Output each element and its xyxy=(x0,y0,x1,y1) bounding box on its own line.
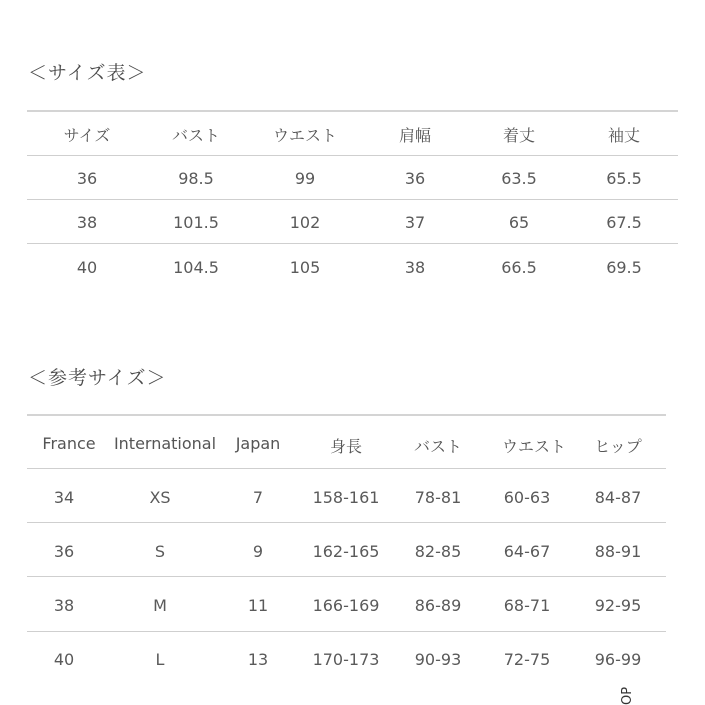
reference-table-cell: 84-87 xyxy=(594,488,642,507)
reference-table-cell: 68-71 xyxy=(503,596,551,615)
size-table-row-divider xyxy=(27,199,678,200)
reference-table-cell: 78-81 xyxy=(414,488,462,507)
reference-table-cell: 34 xyxy=(53,488,75,507)
reference-table-cell: 82-85 xyxy=(414,542,462,561)
reference-table-cell: 170-173 xyxy=(312,650,380,669)
reference-table-cell: 92-95 xyxy=(594,596,642,615)
reference-table-header-international: International xyxy=(113,434,217,453)
reference-table-title: ＜参考サイズ＞ xyxy=(28,367,167,389)
reference-table-top-divider xyxy=(27,414,666,416)
reference-table-cell: L xyxy=(155,650,165,669)
size-table-cell: 38 xyxy=(404,258,426,277)
reference-table-cell: 88-91 xyxy=(594,542,642,561)
reference-table-cell: 166-169 xyxy=(312,596,380,615)
reference-table-cell: 7 xyxy=(252,488,264,507)
size-table-header-size: サイズ xyxy=(63,126,111,145)
reference-table-cell: S xyxy=(154,542,166,561)
reference-table-header-divider xyxy=(27,468,666,469)
size-table-title: ＜サイズ表＞ xyxy=(28,62,147,84)
reference-table-cell: 90-93 xyxy=(414,650,462,669)
size-table-cell: 104.5 xyxy=(173,258,219,277)
size-table-header-bust: バスト xyxy=(171,126,221,145)
size-table-row-divider xyxy=(27,243,678,244)
reference-table-cell: 13 xyxy=(247,650,269,669)
reference-table-cell: 162-165 xyxy=(312,542,380,561)
reference-table-header-bust: バスト xyxy=(413,437,463,456)
reference-table-cell: 64-67 xyxy=(503,542,551,561)
reference-table-cell: 60-63 xyxy=(503,488,551,507)
size-table-header-waist: ウエスト xyxy=(272,126,338,145)
size-table-cell: 99 xyxy=(294,169,316,188)
reference-table-cell: 11 xyxy=(247,596,269,615)
size-table-cell: 40 xyxy=(76,258,98,277)
size-table-cell: 36 xyxy=(76,169,98,188)
reference-table-header-height: 身長 xyxy=(329,437,363,456)
reference-table-cell: 96-99 xyxy=(594,650,642,669)
reference-table-cell: M xyxy=(153,596,167,615)
size-table-header-divider xyxy=(27,155,678,156)
reference-table-row-divider xyxy=(27,522,666,523)
reference-table-cell: 36 xyxy=(53,542,75,561)
reference-table-header-hip: ヒップ xyxy=(594,437,642,456)
size-table-cell: 37 xyxy=(404,213,426,232)
size-table-cell: 69.5 xyxy=(606,258,642,277)
size-table-header-shoulder: 肩幅 xyxy=(398,126,432,145)
edge-watermark-text: OP xyxy=(620,686,635,705)
reference-table-cell: 86-89 xyxy=(414,596,462,615)
size-table-cell: 101.5 xyxy=(173,213,219,232)
reference-table-cell: 72-75 xyxy=(503,650,551,669)
size-table-cell: 38 xyxy=(76,213,98,232)
reference-table-cell: XS xyxy=(149,488,171,507)
size-table-header-sleeve: 袖丈 xyxy=(607,126,641,145)
reference-table-header-france: France xyxy=(42,434,96,453)
reference-table-cell: 158-161 xyxy=(312,488,380,507)
size-table-cell: 102 xyxy=(289,213,321,232)
size-table-cell: 66.5 xyxy=(501,258,537,277)
size-table-cell: 65 xyxy=(508,213,530,232)
reference-table-header-japan: Japan xyxy=(235,434,281,453)
size-table-cell: 36 xyxy=(404,169,426,188)
size-table-cell: 105 xyxy=(289,258,321,277)
reference-table-row-divider xyxy=(27,576,666,577)
reference-table-cell: 9 xyxy=(252,542,264,561)
size-table-cell: 98.5 xyxy=(178,169,214,188)
size-table-header-length: 着丈 xyxy=(502,126,536,145)
size-table-cell: 67.5 xyxy=(606,213,642,232)
reference-table-cell: 40 xyxy=(53,650,75,669)
reference-table-row-divider xyxy=(27,631,666,632)
size-table-cell: 63.5 xyxy=(501,169,537,188)
size-table-cell: 65.5 xyxy=(606,169,642,188)
reference-table-header-waist: ウエスト xyxy=(501,437,567,456)
size-table-top-divider xyxy=(27,110,678,112)
reference-table-cell: 38 xyxy=(53,596,75,615)
